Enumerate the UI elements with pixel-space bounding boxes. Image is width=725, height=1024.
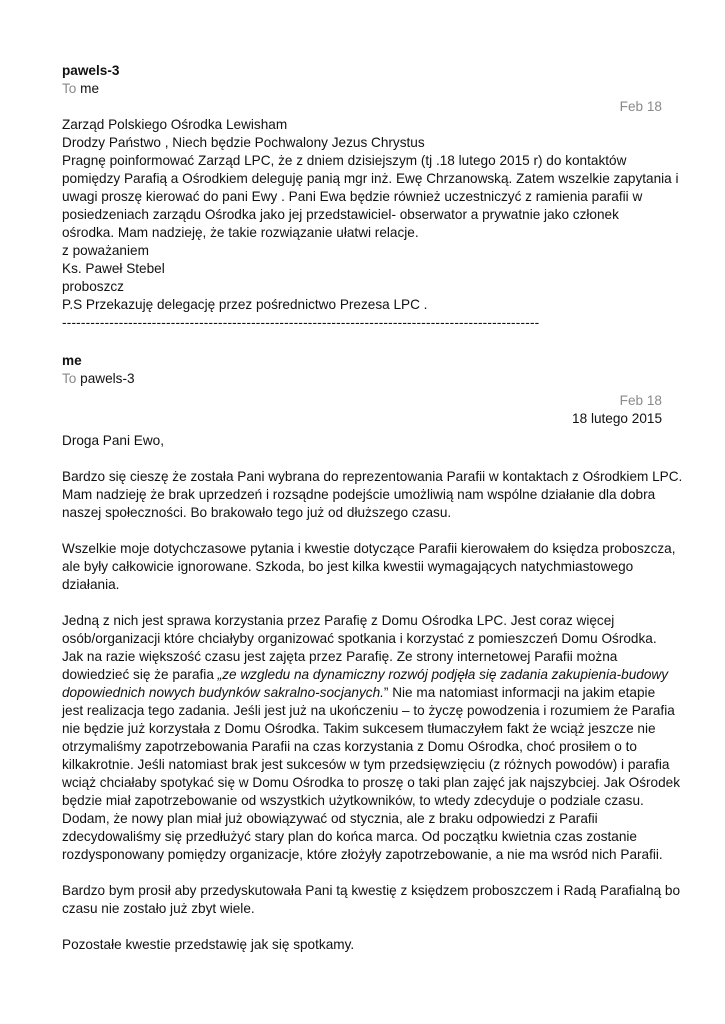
quote-text: „ze wzgledu na dynamiczny rozwój podjęła się zadania zakupienia-budowy — [217, 667, 669, 682]
body-line: czasu nie zostało już zbyt wiele. — [62, 901, 255, 916]
body-line: Dodam, że nowy plan miał już obowiązywać od stycznia, ale z braku odpowiedzi z Parafii — [62, 811, 598, 826]
body-line: jest realizacja tego zadania. Jeśli jest już na ukończeniu – to życzę powodzenia i rozumiem że Parafia — [62, 703, 675, 718]
paragraph-5 — [62, 936, 662, 954]
recipient-name: pawels-3 — [80, 371, 135, 386]
body-line: Jedną z nich jest sprawa korzystania przez Parafię z Domu Ośrodka LPC. Jest coraz więcej — [62, 613, 615, 628]
to-label: To — [62, 81, 77, 96]
email-thread — [62, 62, 683, 972]
body-line: Drodzy Państwo , Niech będzie Pochwalony Jezus Chrystus — [62, 135, 425, 150]
body-line: Mam nadzieję że brak uprzedzeń i rozsądne podejście umożliwią nam wspólne działanie dla dobra — [62, 487, 656, 502]
recipient-name: me — [80, 81, 100, 96]
body-line: ośrodka. Mam nadzieję, że takie rozwiązanie ułatwi relacje. — [62, 225, 419, 240]
body-line: otrzymaliśmy zapotrzebowania Parafii na czas korzystania z Domu Ośrodka, choć prosiłem o to — [62, 739, 637, 754]
message-date: Feb 18 — [619, 393, 662, 408]
body-line: posiedzeniach zarządu Ośrodka jako jej przedstawiciel- obserwator a prywatnie jako członek — [62, 207, 619, 222]
body-line: z poważaniem — [62, 243, 149, 258]
body-line: Pragnę poinformować Zarząd LPC, że z dniem dzisiejszym (tj .18 lutego 2015 r) do kontaktów — [62, 153, 627, 168]
body-line — [62, 666, 669, 684]
paragraph-4 — [62, 882, 681, 918]
plain-text: ” Nie ma natomiast informacji na jakim etapie — [383, 685, 656, 700]
sender-name: pawels-3 — [62, 63, 120, 78]
body-line: wciąż chciałaby spotykać się w Domu Ośrodka to proszę o taki plan zajęć jak najszybciej. Jak Ośrodek — [62, 775, 681, 790]
paragraph-1 — [62, 468, 683, 522]
body-line: nie będzie już korzystała z Domu Ośrodka. Takim sukcesem tłumaczyłem fakt że wciąż jeszcze nie — [62, 721, 656, 736]
body-line: Pozostałe kwestie przedstawię jak się spotkamy. — [62, 937, 355, 952]
body-line: proboszcz — [62, 279, 124, 294]
body-line: pomiędzy Parafią a Ośrodkiem deleguję panią mgr inż. Ewę Chrzanowską. Zatem wszelkie zapytania i — [62, 171, 679, 186]
message-date: Feb 18 — [619, 99, 662, 114]
body-line: działania. — [62, 577, 120, 592]
message-2 — [62, 352, 683, 954]
body-line: Wszelkie moje dotychczasowe pytania i kwestie dotyczące Parafii kierowałem do księdza proboszcza, — [62, 541, 676, 556]
body-line: Zarząd Polskiego Ośrodka Lewisham — [62, 117, 288, 132]
paragraph-3 — [62, 612, 681, 864]
body-line: zdecydowaliśmy się przedłużyć stary plan do końca marca. Od początku kwietnia czas zostanie — [62, 829, 637, 844]
recipient-line — [62, 370, 662, 388]
body-line — [62, 684, 662, 702]
message-body — [62, 116, 679, 332]
letter-date: 18 lutego 2015 — [572, 411, 662, 426]
plain-text: dowiedzieć się że parafia — [62, 667, 218, 682]
body-line: będzie miał zapotrzebowanie od wszystkich użytkowników, to wtedy zdecyduje o podziale czasu. — [62, 793, 644, 808]
body-line: Ks. Paweł Stebel — [62, 261, 165, 276]
body-line: Jak na razie większość czasu jest zajęta przez Parafię. Ze strony internetowej Parafii można — [62, 649, 618, 664]
recipient-line — [62, 80, 662, 98]
body-line: kilkakrotnie. Jeśli natomiast brak jest sukcesów w tym przedsięwzięciu (z różnych powodów) i parafia — [62, 757, 670, 772]
to-label: To — [62, 371, 77, 386]
body-line: Bardzo się cieszę że została Pani wybrana do reprezentowania Parafii w kontaktach z Ośrodkiem LPC. — [62, 469, 683, 484]
body-line: P.S Przekazuję delegację przez pośrednictwo Prezesa LPC . — [62, 297, 428, 312]
body-line: ale były całkowicie ignorowane. Szkoda, bo jest kilka kwestii wymagających natychmiastowego — [62, 559, 634, 574]
body-line: naszej społeczności. Bo brakowało tego już od dłuższego czasu. — [62, 505, 452, 520]
body-line: rozdysponowany pomiędzy organizacje, które złożyły zapotrzebowanie, a nie ma wsród nich Parafii. — [62, 847, 663, 862]
paragraph-2 — [62, 540, 676, 594]
body-line: osób/organizacji które chciałyby organizować spotkania i korzystać z pomieszczeń Domu Ośrodka. — [62, 631, 657, 646]
body-line: uwagi proszę kierować do pani Ewy . Pani Ewa będzie również uczestniczyć z ramienia parafii w — [62, 189, 643, 204]
sender-name: me — [62, 353, 82, 368]
body-line: Bardzo bym prosił aby przedyskutowała Pani tą kwestię z księdzem proboszczem i Radą Parafialną bo — [62, 883, 681, 898]
message-1 — [62, 62, 679, 332]
quote-text: dopowiednich nowych budynków sakralno-socjanych. — [62, 685, 384, 700]
separator-line: ----------------------------------------------------------------------------------------------------- — [62, 315, 540, 330]
greeting: Droga Pani Ewo, — [62, 433, 165, 448]
